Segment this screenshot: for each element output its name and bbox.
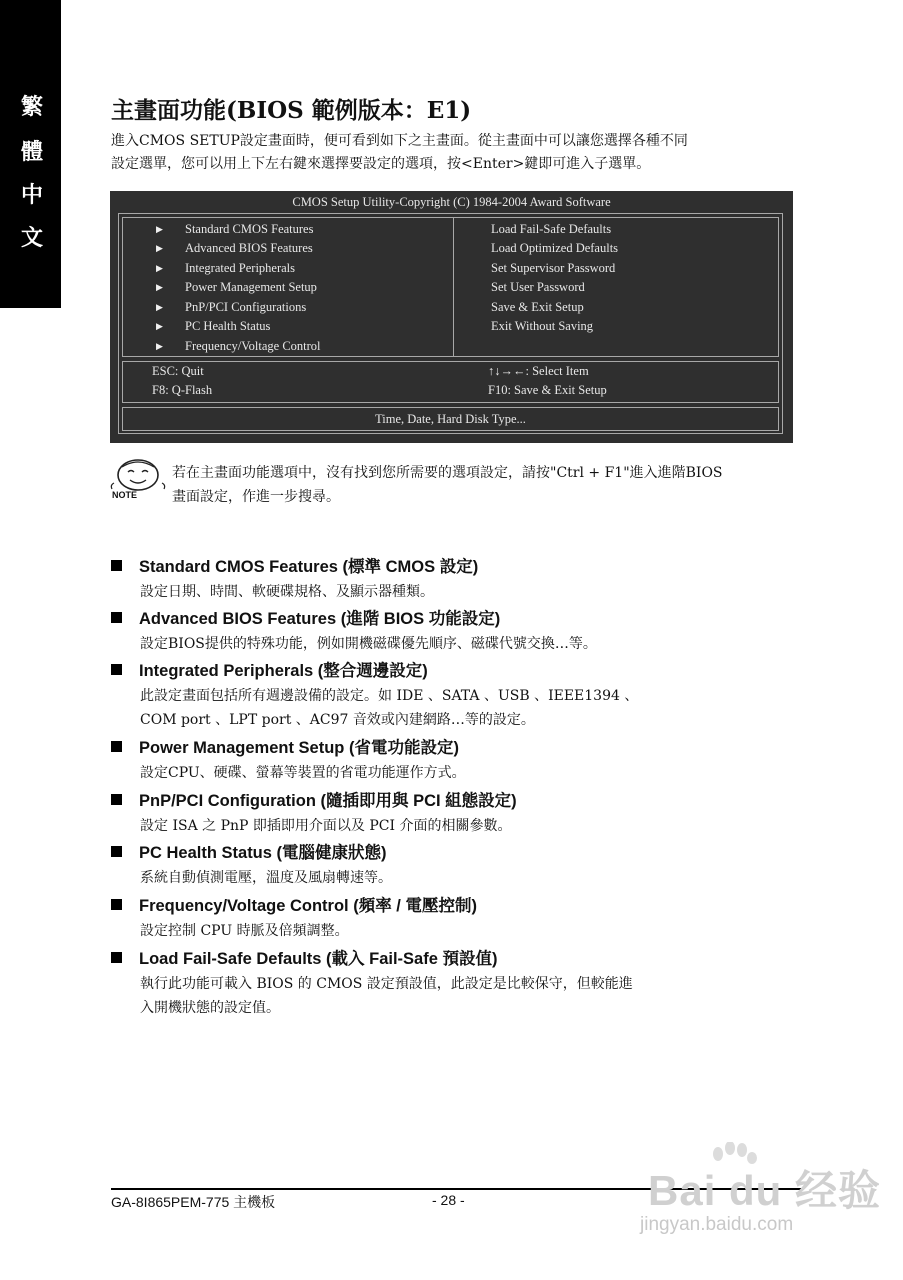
bios-arrow-icon: ▶ <box>156 224 163 234</box>
page-heading: 主畫面功能(BIOS 範例版本：E1) <box>111 97 472 124</box>
watermark-url: jingyan.baidu.com <box>640 1214 794 1235</box>
feature-desc: 設定控制 CPU 時脈及倍頻調整。 <box>140 923 349 939</box>
bios-arrow-icon: ▶ <box>156 282 163 292</box>
bios-arrow-icon: ▶ <box>156 263 163 273</box>
bios-arrow-icon: ▶ <box>156 243 163 253</box>
bios-help-line: Time, Date, Hard Disk Type... <box>122 407 779 431</box>
bios-key-esc: ESC: Quit <box>152 364 204 378</box>
bullet-square-icon <box>111 846 122 857</box>
bullet-square-icon <box>111 952 122 963</box>
intro-line: 設定選單，您可以用上下左右鍵來選擇要設定的選項，按<Enter>鍵即可進入子選單。 <box>111 156 651 172</box>
feature-title: Power Management Setup (省電功能設定) <box>111 734 459 758</box>
bios-menu-item[interactable]: Exit Without Saving <box>491 319 594 333</box>
bios-menu-item[interactable]: Standard CMOS Features <box>185 222 314 236</box>
feature-title: Load Fail-Safe Defaults (載入 Fail-Safe 預設值) <box>111 945 497 969</box>
bullet-square-icon <box>111 741 122 752</box>
side-tab-char: 文 <box>20 225 43 251</box>
bios-menu-item[interactable]: PC Health Status <box>185 319 271 333</box>
bios-key-f10: F10: Save & Exit Setup <box>488 383 607 397</box>
bios-menu-item[interactable]: Set Supervisor Password <box>491 261 616 275</box>
bios-key-select: ↑↓→←: Select Item <box>488 364 589 378</box>
footer-page-number: - 28 - <box>432 1192 465 1208</box>
feature-title: Frequency/Voltage Control (頻率 / 電壓控制) <box>111 892 477 916</box>
feature-desc: 此設定畫面包括所有週邊設備的設定。如 IDE 、SATA 、USB 、IEEE1394 、 <box>140 688 639 704</box>
bios-menu-panel <box>122 217 779 357</box>
footer-model: GA-8I865PEM-775 主機板 <box>111 1194 276 1210</box>
feature-desc: COM port 、LPT port 、AC97 音效或內建網路…等的設定。 <box>140 712 535 728</box>
bullet-square-icon <box>111 664 122 675</box>
bios-menu-item[interactable]: Frequency/Voltage Control <box>185 339 321 353</box>
bios-key-f8: F8: Q-Flash <box>152 383 213 397</box>
feature-title: Integrated Peripherals (整合週邊設定) <box>111 657 428 681</box>
bullet-square-icon <box>111 899 122 910</box>
bullet-square-icon <box>111 794 122 805</box>
bios-menu-item[interactable]: Load Optimized Defaults <box>491 241 619 255</box>
feature-desc: 入開機狀態的設定值。 <box>140 1000 280 1016</box>
feature-desc: 系統自動偵測電壓，溫度及風扇轉速等。 <box>140 870 392 886</box>
note-line: 畫面設定，作進一步搜尋。 <box>172 489 340 505</box>
side-tab-char: 中 <box>20 182 43 208</box>
intro-line: 進入CMOS SETUP設定畫面時，便可看到如下之主畫面。從主畫面中可以讓您選擇各種不同 <box>111 133 688 149</box>
side-tab-char: 體 <box>20 139 43 165</box>
feature-desc: 執行此功能可載入 BIOS 的 CMOS 設定預設值，此設定是比較保守，但較能進 <box>140 976 633 992</box>
bios-arrow-icon: ▶ <box>156 321 163 331</box>
feature-title: PnP/PCI Configuration (隨插即用與 PCI 組態設定) <box>111 787 517 811</box>
bios-menu-item[interactable]: Advanced BIOS Features <box>185 241 313 255</box>
bios-menu-item[interactable]: Set User Password <box>491 280 585 294</box>
note-icon-label: NOTE <box>112 490 138 500</box>
bios-menu-item[interactable]: Integrated Peripherals <box>185 261 296 275</box>
bios-column-divider <box>453 218 454 356</box>
bios-frame <box>118 213 783 434</box>
bios-arrow-icon: ▶ <box>156 302 163 312</box>
bullet-square-icon <box>111 612 122 623</box>
bios-main-screen <box>110 191 793 443</box>
bios-menu-item[interactable]: Save & Exit Setup <box>491 300 584 314</box>
feature-title: Standard CMOS Features (標準 CMOS 設定) <box>111 553 478 577</box>
feature-title: PC Health Status (電腦健康狀態) <box>111 839 387 863</box>
language-side-tab <box>0 0 61 308</box>
feature-desc: 設定BIOS提供的特殊功能，例如開機磁碟優先順序、磁碟代號交換…等。 <box>140 636 597 652</box>
bullet-square-icon <box>111 560 122 571</box>
bios-menu-item[interactable]: Power Management Setup <box>185 280 317 294</box>
bios-menu-item[interactable]: Load Fail-Safe Defaults <box>491 222 612 236</box>
bios-menu-item[interactable]: PnP/PCI Configurations <box>185 300 307 314</box>
watermark-brand: Bai du 经验 <box>648 1167 882 1214</box>
bios-key-legend <box>122 361 779 403</box>
bios-arrow-icon: ▶ <box>156 341 163 351</box>
feature-desc: 設定 ISA 之 PnP 即插即用介面以及 PCI 介面的相關參數。 <box>140 818 512 834</box>
feature-desc: 設定CPU、硬碟、螢幕等裝置的省電功能運作方式。 <box>140 765 466 781</box>
feature-title: Advanced BIOS Features (進階 BIOS 功能設定) <box>111 605 500 629</box>
side-tab-char: 繁 <box>20 94 43 120</box>
note-line: 若在主畫面功能選項中，沒有找到您所需要的選項設定，請按"Ctrl + F1"進入進階BIOS <box>172 465 723 481</box>
bios-title: CMOS Setup Utility-Copyright (C) 1984-2004 Award Software <box>292 195 611 209</box>
feature-desc: 設定日期、時間、軟硬碟規格、及顯示器種類。 <box>140 584 434 600</box>
